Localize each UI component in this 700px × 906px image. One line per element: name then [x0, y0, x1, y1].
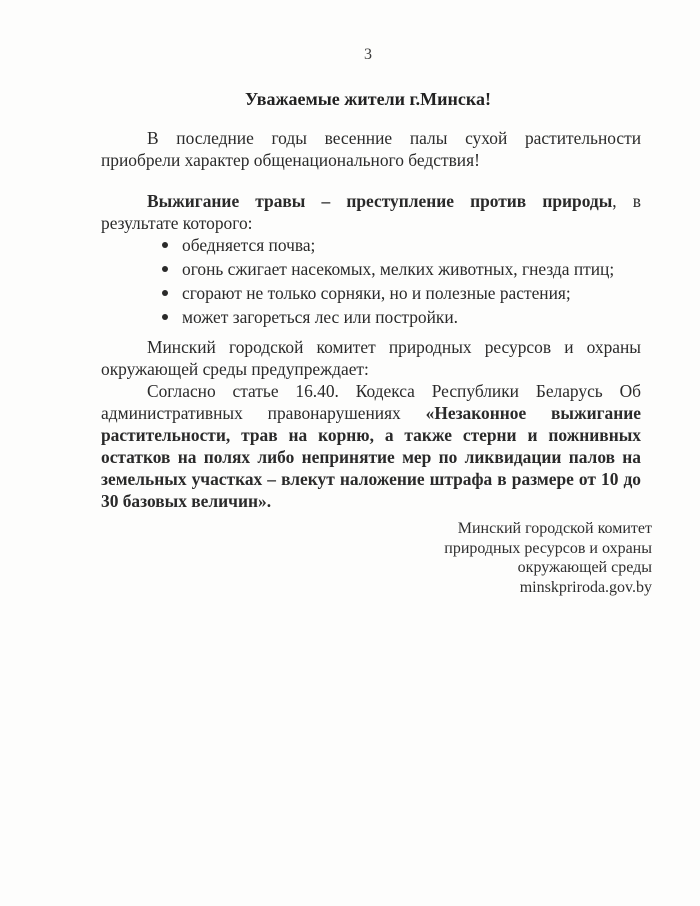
list-item: [158, 234, 614, 256]
list-item-text: сгорают не только сорняки, но и полезные растения;: [182, 283, 571, 303]
law-bold-text: «Незаконное выжигание растительности, трав на корню, а также стерни и пожнивных остатков на полях либо непринятие мер по ликвидации палов на земельных участках – влекут наложение штрафа в размере от 10 до 30 базовых величин».: [101, 403, 641, 511]
list-item-text: обедняется почва;: [182, 235, 316, 255]
bullet-icon: [162, 314, 168, 320]
signature-line: природных ресурсов и охраны: [444, 539, 652, 557]
page-title: Уважаемые жители г.Минска!: [245, 89, 491, 109]
bullet-icon: [162, 242, 168, 248]
signature-line: окружающей среды: [517, 559, 652, 576]
list-item: [158, 306, 614, 328]
signature-line: Минский городской комитет: [457, 520, 652, 537]
list-item-text: огонь сжигает насекомых, мелких животных, гнезда птиц;: [182, 259, 615, 279]
signature-website: minskpriroda.gov.by: [519, 578, 652, 596]
warning-bold-text: Выжигание травы – преступление против природы: [147, 191, 613, 211]
consequences-list: [158, 234, 614, 330]
list-item-text: может загореться лес или постройки.: [182, 307, 459, 327]
list-item: [158, 282, 614, 304]
signature-block: [444, 519, 652, 597]
committee-warning-paragraph: Минский городской комитет природных ресурсов и охраны окружающей среды предупреждает:: [101, 337, 641, 379]
warning-rest-text: , в результате которого:: [101, 191, 641, 233]
intro-paragraph: В последние годы весенние палы сухой растительности приобрели характер общенационального бедствия!: [101, 128, 641, 170]
law-paragraph: [101, 380, 641, 512]
law-normal-text: Согласно статье 16.40. Кодекса Республики Беларусь Об административных правонарушениях: [101, 381, 641, 423]
bullet-icon: [162, 290, 168, 296]
page-number: 3: [364, 46, 372, 63]
list-item: [158, 258, 614, 280]
warning-paragraph: [101, 190, 641, 234]
bullet-icon: [162, 266, 168, 272]
